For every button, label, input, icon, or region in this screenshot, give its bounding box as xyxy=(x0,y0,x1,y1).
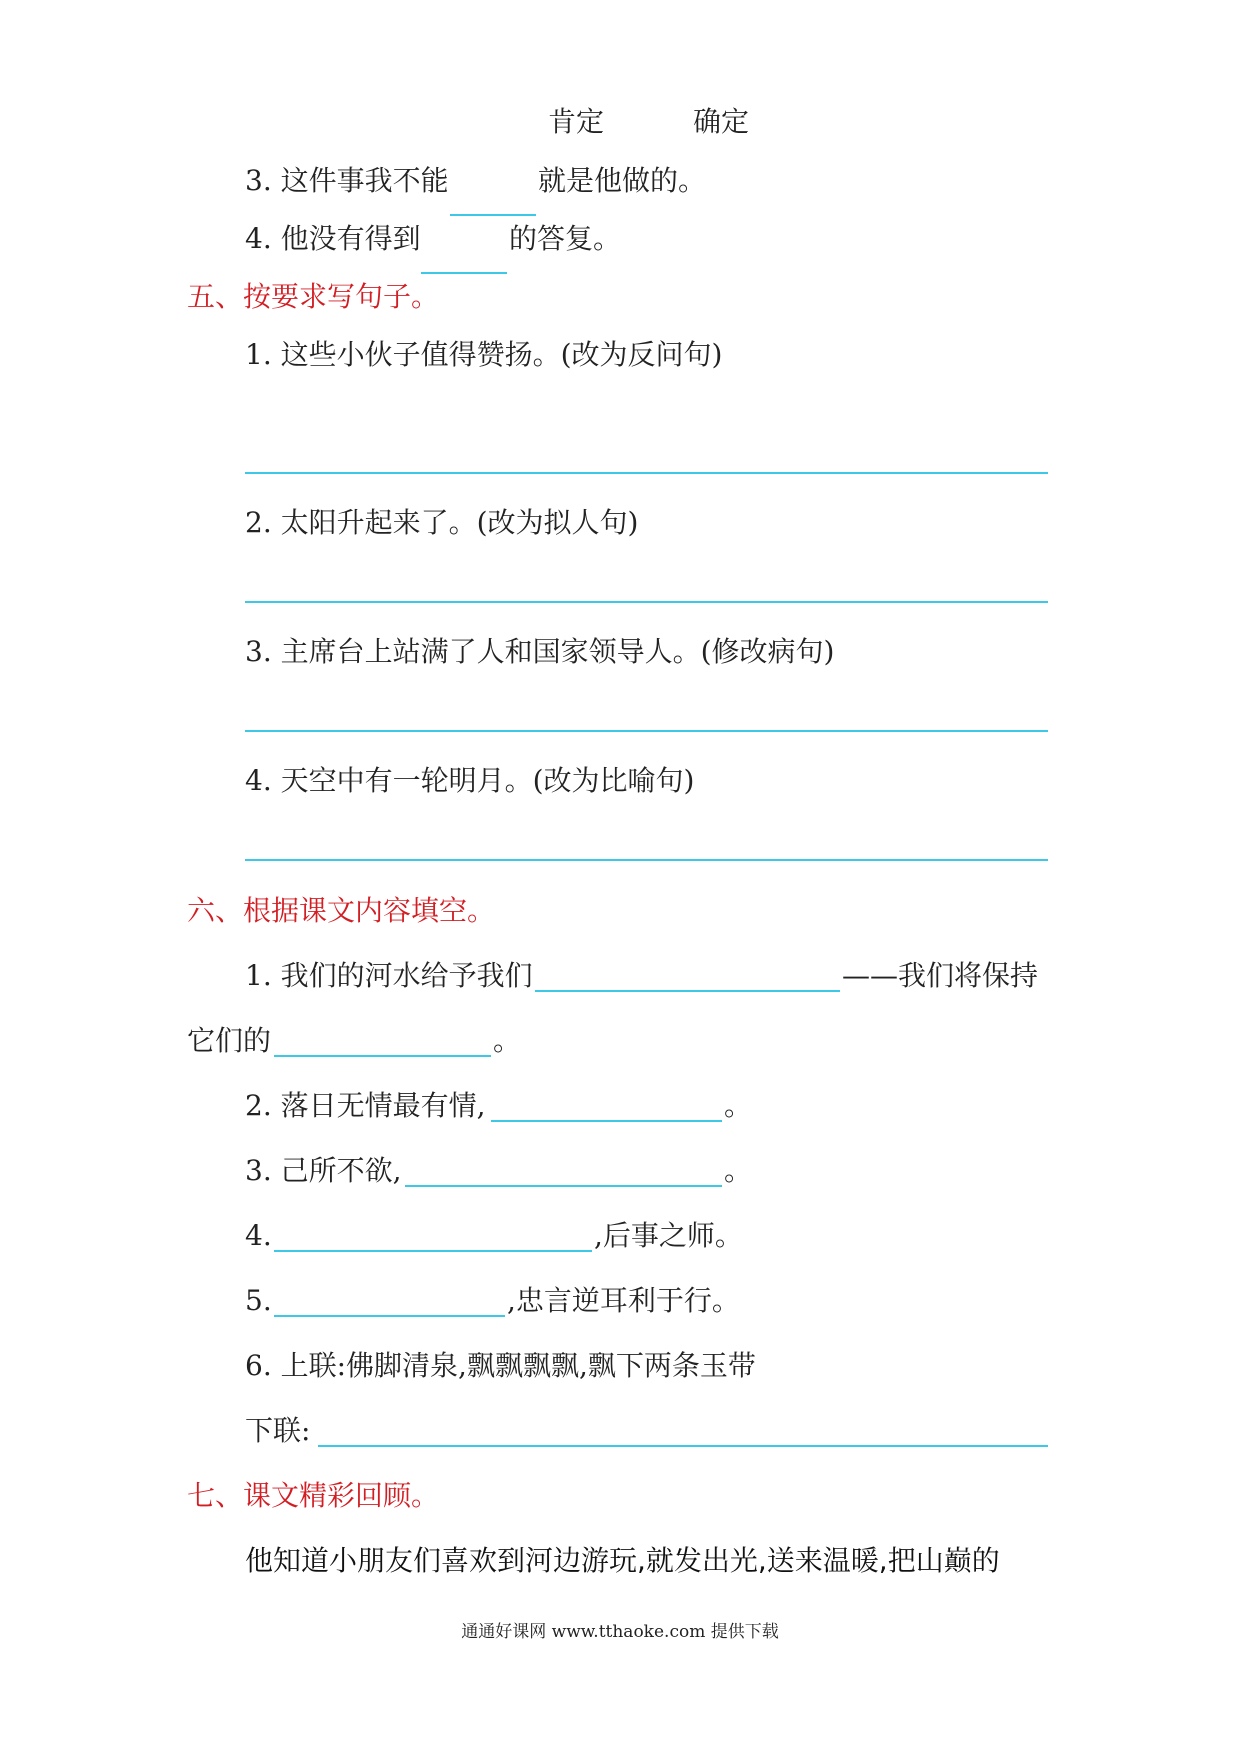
answer-blank[interactable] xyxy=(274,1055,491,1057)
answer-blank[interactable] xyxy=(274,1315,505,1317)
question-text: 。 xyxy=(493,1024,522,1057)
answer-line[interactable] xyxy=(245,730,1048,732)
question-text: 3. 己所不欲, xyxy=(245,1154,402,1187)
answer-blank[interactable] xyxy=(274,1250,592,1252)
answer-blank[interactable] xyxy=(491,1120,722,1122)
question-text: 4. xyxy=(245,1219,272,1252)
answer-line[interactable] xyxy=(245,472,1048,474)
question-text: 3. 主席台上站满了人和国家领导人。(修改病句) xyxy=(245,635,835,668)
question-text: 下联: xyxy=(245,1414,311,1447)
question-text: 3. 这件事我不能 xyxy=(245,164,449,197)
answer-blank[interactable] xyxy=(535,990,840,992)
section-heading: 七、课文精彩回顾。 xyxy=(187,1479,440,1512)
question-text: 就是他做的。 xyxy=(538,164,707,197)
question-text: 2. 落日无情最有情, xyxy=(245,1089,486,1122)
answer-blank[interactable] xyxy=(405,1185,722,1187)
answer-line[interactable] xyxy=(245,859,1048,861)
passage-text: 他知道小朋友们喜欢到河边游玩,就发出光,送来温暖,把山巅的 xyxy=(245,1544,1000,1577)
answer-blank[interactable] xyxy=(421,272,507,274)
question-text: 4. 他没有得到 xyxy=(245,222,421,255)
question-text: 1. 我们的河水给予我们 xyxy=(245,959,533,992)
question-text: ,后事之师。 xyxy=(594,1219,743,1252)
question-text: 6. 上联:佛脚清泉,飘飘飘飘,飘下两条玉带 xyxy=(245,1349,756,1382)
question-text: 的答复。 xyxy=(509,222,622,255)
answer-line[interactable] xyxy=(245,601,1048,603)
answer-blank[interactable] xyxy=(318,1445,1048,1447)
question-text: 5. xyxy=(245,1284,272,1317)
section-heading: 五、按要求写句子。 xyxy=(187,280,440,313)
question-text: 1. 这些小伙子值得赞扬。(改为反问句) xyxy=(245,338,723,371)
word-option: 肯定 xyxy=(548,105,605,138)
footer-text: 通通好课网 www.tthaoke.com 提供下载 xyxy=(461,1622,779,1642)
question-text: ,忠言逆耳利于行。 xyxy=(507,1284,740,1317)
question-text: 。 xyxy=(724,1154,753,1187)
question-text: 。 xyxy=(724,1089,753,1122)
question-text: 2. 太阳升起来了。(改为拟人句) xyxy=(245,506,639,539)
section-heading: 六、根据课文内容填空。 xyxy=(187,894,496,927)
question-text: 4. 天空中有一轮明月。(改为比喻句) xyxy=(245,764,695,797)
question-text: ——我们将保持 xyxy=(842,959,1039,992)
word-option: 确定 xyxy=(693,105,750,138)
question-text: 它们的 xyxy=(187,1024,272,1057)
answer-blank[interactable] xyxy=(450,214,536,216)
